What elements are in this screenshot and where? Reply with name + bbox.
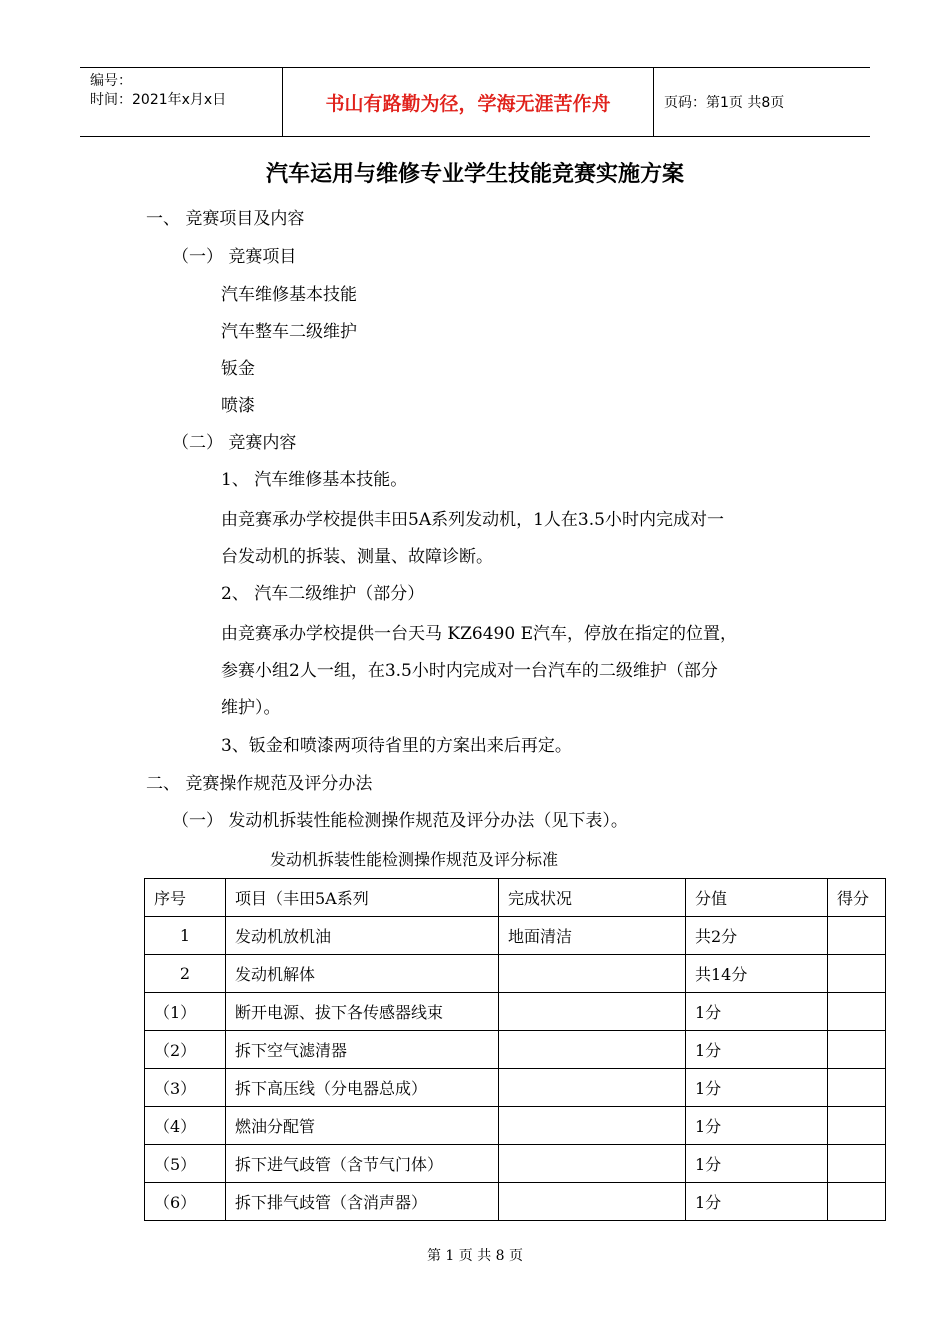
numbered-item: 2、 汽车二级维护（部分） bbox=[221, 584, 425, 604]
header-cell-index: 序号 bbox=[145, 879, 226, 917]
paragraph-line: 由竞赛承办学校提供丰田5A系列发动机，1人在3.5小时内完成对一 bbox=[221, 510, 724, 530]
row-points: 共14分 bbox=[686, 955, 828, 993]
row-status bbox=[499, 1069, 686, 1107]
row-index: （2） bbox=[145, 1031, 226, 1069]
row-points: 共2分 bbox=[686, 917, 828, 955]
section-heading-1: 一、 竞赛项目及内容 bbox=[146, 209, 305, 229]
row-score bbox=[828, 1107, 886, 1145]
doc-time-label: 时间：2021年x月x日 bbox=[90, 92, 227, 108]
page-header bbox=[80, 67, 870, 137]
row-item: 拆下进气歧管（含节气门体） bbox=[226, 1145, 499, 1183]
row-index: 1 bbox=[145, 917, 226, 955]
row-item: 燃油分配管 bbox=[226, 1107, 499, 1145]
row-status bbox=[499, 1031, 686, 1069]
paragraph-line: 参赛小组2人一组，在3.5小时内完成对一台汽车的二级维护（部分 bbox=[221, 661, 718, 681]
doc-code-label: 编号： bbox=[90, 73, 132, 89]
row-status bbox=[499, 1145, 686, 1183]
table-row bbox=[145, 1107, 886, 1145]
row-index: （5） bbox=[145, 1145, 226, 1183]
row-status bbox=[499, 955, 686, 993]
header-motto: 书山有路勤为径，学海无涯苦作舟 bbox=[282, 68, 654, 136]
section-heading-2: 二、 竞赛操作规范及评分办法 bbox=[146, 774, 373, 794]
list-item: 钣金 bbox=[221, 359, 255, 379]
header-meta bbox=[80, 68, 282, 136]
row-points: 1分 bbox=[686, 1107, 828, 1145]
subsection-heading: （二） 竞赛内容 bbox=[172, 433, 297, 453]
row-score bbox=[828, 917, 886, 955]
scoring-table bbox=[144, 878, 886, 1221]
row-item: 断开电源、拔下各传感器线束 bbox=[226, 993, 499, 1031]
table-row bbox=[145, 1069, 886, 1107]
list-item: 汽车维修基本技能 bbox=[221, 285, 357, 305]
row-points: 1分 bbox=[686, 1183, 828, 1221]
row-score bbox=[828, 1069, 886, 1107]
row-index: （6） bbox=[145, 1183, 226, 1221]
row-points: 1分 bbox=[686, 993, 828, 1031]
list-item: 汽车整车二级维护 bbox=[221, 322, 357, 342]
row-item: 发动机放机油 bbox=[226, 917, 499, 955]
paragraph-line: 台发动机的拆装、测量、故障诊断。 bbox=[221, 547, 493, 567]
table-row bbox=[145, 955, 886, 993]
row-score bbox=[828, 1031, 886, 1069]
row-points: 1分 bbox=[686, 1031, 828, 1069]
row-index: （1） bbox=[145, 993, 226, 1031]
row-index: （3） bbox=[145, 1069, 226, 1107]
row-status: 地面清洁 bbox=[499, 917, 686, 955]
row-item: 发动机解体 bbox=[226, 955, 499, 993]
row-score bbox=[828, 1145, 886, 1183]
row-score bbox=[828, 993, 886, 1031]
table-header-row bbox=[145, 879, 886, 917]
header-cell-item: 项目（丰田5A系列 bbox=[226, 879, 499, 917]
row-status bbox=[499, 993, 686, 1031]
header-page-info: 页码：第1页 共8页 bbox=[664, 95, 785, 111]
row-score bbox=[828, 1183, 886, 1221]
header-cell-score: 得分 bbox=[828, 879, 886, 917]
table-row bbox=[145, 1145, 886, 1183]
subsection-heading: （一） 发动机拆装性能检测操作规范及评分办法（见下表）。 bbox=[172, 811, 628, 831]
numbered-item: 3、钣金和喷漆两项待省里的方案出来后再定。 bbox=[221, 736, 572, 756]
row-status bbox=[499, 1107, 686, 1145]
table-row bbox=[145, 993, 886, 1031]
header-cell-points: 分值 bbox=[686, 879, 828, 917]
row-points: 1分 bbox=[686, 1145, 828, 1183]
row-item: 拆下排气歧管（含消声器） bbox=[226, 1183, 499, 1221]
header-cell-status: 完成状况 bbox=[499, 879, 686, 917]
row-index: （4） bbox=[145, 1107, 226, 1145]
table-row bbox=[145, 1183, 886, 1221]
numbered-item: 1、 汽车维修基本技能。 bbox=[221, 470, 408, 490]
page-footer: 第 1 页 共 8 页 bbox=[426, 1248, 524, 1264]
row-index: 2 bbox=[145, 955, 226, 993]
paragraph-line: 由竞赛承办学校提供一台天马 KZ6490 E汽车，停放在指定的位置， bbox=[221, 624, 737, 644]
row-points: 1分 bbox=[686, 1069, 828, 1107]
table-row bbox=[145, 917, 886, 955]
table-row bbox=[145, 1031, 886, 1069]
row-status bbox=[499, 1183, 686, 1221]
row-item: 拆下空气滤清器 bbox=[226, 1031, 499, 1069]
list-item: 喷漆 bbox=[221, 396, 255, 416]
table-caption: 发动机拆装性能检测操作规范及评分标准 bbox=[270, 850, 559, 869]
subsection-heading: （一） 竞赛项目 bbox=[172, 247, 297, 267]
row-item: 拆下高压线（分电器总成） bbox=[226, 1069, 499, 1107]
document-title: 汽车运用与维修专业学生技能竞赛实施方案 bbox=[265, 162, 684, 187]
row-score bbox=[828, 955, 886, 993]
paragraph-line: 维护）。 bbox=[221, 698, 281, 718]
